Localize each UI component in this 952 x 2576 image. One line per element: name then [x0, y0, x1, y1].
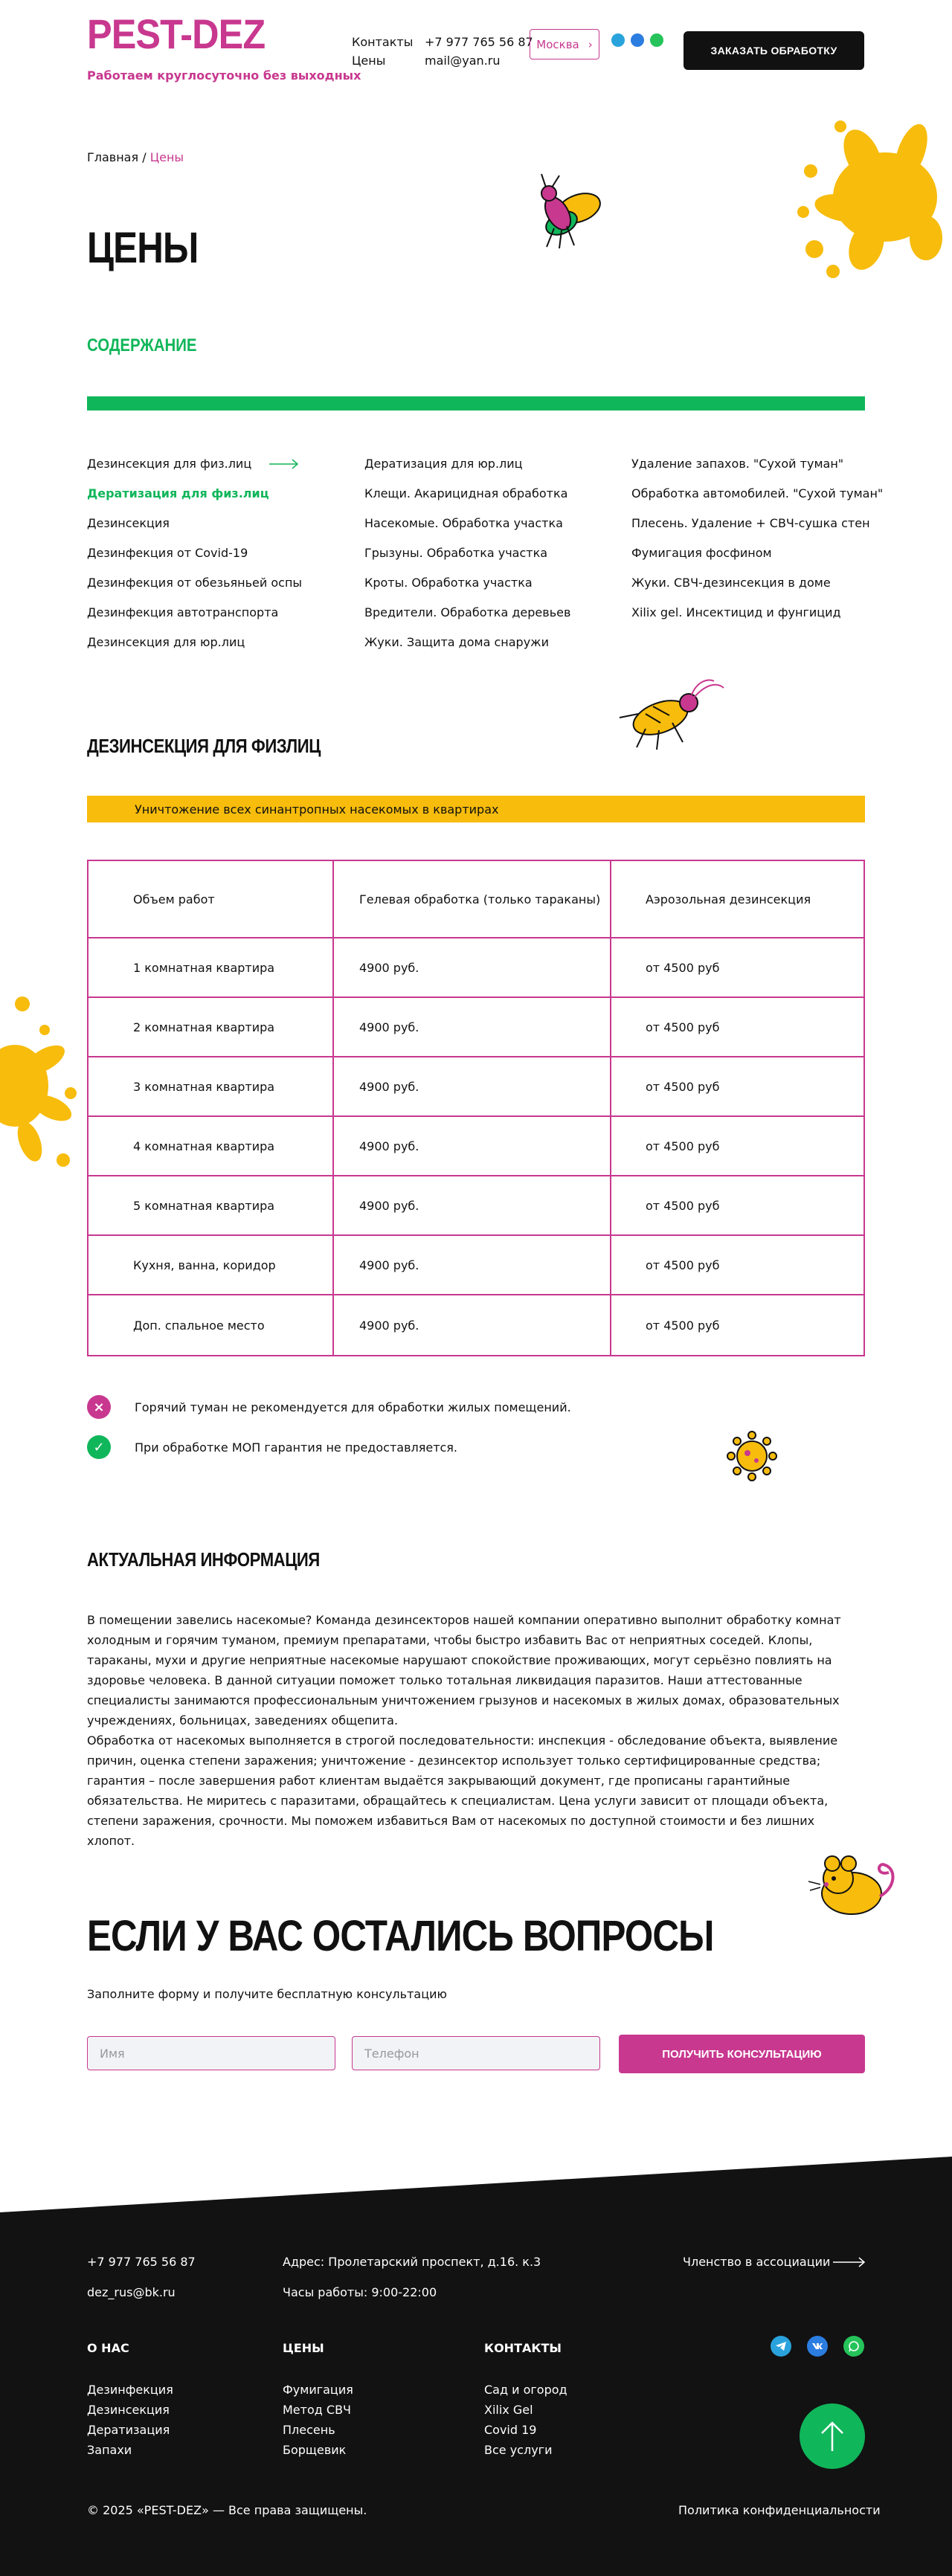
nav-link-prices[interactable]: Цены — [352, 54, 386, 68]
nav-link-contacts[interactable]: Контакты — [352, 35, 414, 49]
toc-column-1 — [87, 449, 302, 657]
arrow-right-icon — [269, 458, 299, 470]
section-banner-text: Уничтожение всех синантропных насекомых в квартирах — [135, 802, 499, 817]
table-cell: от 4500 руб — [611, 938, 864, 997]
table-row — [88, 1116, 864, 1176]
note-positive — [87, 1435, 457, 1459]
toc-item[interactable]: Дезинфекция от Covid-19 — [87, 546, 248, 560]
toc-column-3 — [631, 449, 883, 628]
table-header: Гелевая обработка (только тараканы) — [333, 860, 611, 938]
paint-splash-icon — [785, 112, 952, 283]
arrow-right-icon — [833, 2256, 866, 2268]
footer-about-title: О НАС — [87, 2341, 129, 2355]
section-title-info: АКТУАЛЬНАЯ ИНФОРМАЦИЯ — [87, 1548, 320, 1571]
toc-title: СОДЕРЖАНИЕ — [87, 335, 197, 355]
footer-address: Адрес: Пролетарский проспект, д.16. к.3 — [283, 2255, 541, 2269]
price-table — [87, 860, 865, 1356]
association-link[interactable]: Членство в ассоциации — [683, 2255, 831, 2269]
toc-item[interactable]: Жуки. Защита дома снаружи — [364, 635, 549, 649]
table-cell: 1 комнатная квартира — [88, 938, 333, 997]
vk-icon[interactable] — [631, 33, 644, 47]
table-row — [88, 938, 864, 997]
order-button[interactable]: ЗАКАЗАТЬ ОБРАБОТКУ — [684, 31, 864, 70]
table-cell: Доп. спальное место — [88, 1295, 333, 1356]
check-icon: ✓ — [87, 1435, 111, 1459]
footer-phone[interactable]: +7 977 765 56 87 — [87, 2255, 196, 2269]
footer-link[interactable]: Плесень — [283, 2423, 335, 2437]
note-text: Горячий туман не рекомендуется для обработки жилых помещений. — [135, 1400, 571, 1414]
header-email[interactable]: mail@yan.ru — [425, 54, 501, 68]
toc-item[interactable]: Плесень. Удаление + СВЧ-сушка стен — [631, 516, 870, 530]
whatsapp-icon[interactable] — [650, 33, 663, 47]
header — [0, 0, 952, 82]
rat-icon — [807, 1850, 900, 1921]
paint-splash-left-icon — [0, 989, 82, 1182]
table-header: Аэрозольная дезинсекция — [611, 860, 864, 938]
table-row — [88, 1176, 864, 1235]
header-contacts — [425, 33, 533, 70]
table-header-row — [88, 860, 864, 938]
footer-link[interactable]: Covid 19 — [484, 2423, 537, 2437]
footer-link[interactable]: Дезинфекция — [87, 2383, 173, 2397]
virus-icon — [725, 1429, 779, 1483]
toc-item[interactable]: Жуки. СВЧ-дезинсекция в доме — [631, 576, 831, 590]
table-cell: 4900 руб. — [333, 1295, 611, 1356]
privacy-link[interactable]: Политика конфиденциальности — [678, 2503, 881, 2517]
toc-item[interactable]: Дезинсекция — [87, 516, 170, 530]
toc-item[interactable]: Дезинсекция для юр.лиц — [87, 635, 245, 649]
table-row — [88, 997, 864, 1057]
vk-icon[interactable] — [807, 2336, 828, 2357]
breadcrumb-separator: / — [142, 150, 147, 164]
breadcrumb-current: Цены — [149, 150, 184, 164]
toc-item[interactable]: Вредители. Обработка деревьев — [364, 605, 571, 619]
table-cell: от 4500 руб — [611, 1176, 864, 1235]
arrow-up-icon — [817, 2420, 847, 2453]
mosquito-icon — [521, 173, 610, 254]
chevron-right-icon: › — [588, 37, 593, 51]
footer-email[interactable]: dez_rus@bk.ru — [87, 2285, 176, 2299]
table-row — [88, 1057, 864, 1116]
footer-contacts-list — [484, 2380, 567, 2460]
table-header: Объем работ — [88, 860, 333, 938]
footer-prices-title: ЦЕНЫ — [283, 2341, 324, 2355]
toc-item[interactable]: Дезинфекция автотранспорта — [87, 605, 279, 619]
footer-link[interactable]: Дезинсекция — [87, 2403, 170, 2417]
note-text: При обработке МОП гарантия не предоставляется. — [135, 1440, 458, 1455]
toc-item[interactable]: Кроты. Обработка участка — [364, 576, 533, 590]
toc-item[interactable]: Xilix gel. Инсектицид и фунгицид — [631, 605, 841, 619]
footer-link[interactable]: Фумигация — [283, 2383, 353, 2397]
toc-item[interactable]: Грызуны. Обработка участка — [364, 546, 548, 560]
telegram-icon[interactable] — [771, 2336, 791, 2357]
info-paragraph-1: В помещении завелись насекомые? Команда дезинсекторов нашей компании оперативно выполнит обработку комнат холодным и горячим туманом, премиум препаратами, чтобы быстро избавить Вас от неприятных соседей. Клопы, тараканы, мухи и другие неприятные насекомые нарушают спокойствие проживающих, могут серьёзно повлиять на здоровье человека. В данной ситуации поможет только тотальная ликвидация паразитов. Наши аттестованные специалисты занимаются профессиональным уничтожением грызунов и насекомых в жилых домах, образовательных учреждениях, больницах, заведениях общепита. — [87, 1613, 841, 1727]
toc-column-2 — [364, 449, 570, 657]
footer-prices-list — [283, 2380, 353, 2460]
table-cell: 3 комнатная квартира — [88, 1057, 333, 1116]
consult-button[interactable]: ПОЛУЧИТЬ КОНСУЛЬТАЦИЮ — [619, 2035, 865, 2073]
toc-item[interactable]: Насекомые. Обработка участка — [364, 516, 563, 530]
table-cell: от 4500 руб — [611, 1235, 864, 1295]
table-cell: 5 комнатная квартира — [88, 1176, 333, 1235]
table-cell: 4 комнатная квартира — [88, 1116, 333, 1176]
toc-item[interactable]: Клещи. Акарицидная обработка — [364, 486, 568, 500]
breadcrumb — [87, 150, 184, 164]
breadcrumb-home[interactable]: Главная — [87, 150, 139, 164]
toc-item[interactable]: Дезинсекция для физ.лиц — [87, 457, 252, 471]
section-title-disinsection: ДЕЗИНСЕКЦИЯ ДЛЯ ФИЗЛИЦ — [87, 735, 321, 757]
city-label: Москва — [536, 37, 579, 51]
phone-input[interactable]: Телефон — [352, 2036, 600, 2070]
page-title: ЦЕНЫ — [87, 224, 199, 272]
table-row — [88, 1235, 864, 1295]
toc-item[interactable]: Обработка автомобилей. "Сухой туман" — [631, 486, 884, 500]
table-cell: Кухня, ванна, коридор — [88, 1235, 333, 1295]
table-cell: от 4500 руб — [611, 997, 864, 1057]
header-phone[interactable]: +7 977 765 56 87 — [425, 35, 533, 49]
table-cell: 4900 руб. — [333, 997, 611, 1057]
table-cell: 4900 руб. — [333, 1176, 611, 1235]
copyright: © 2025 «PEST-DEZ» — Все права защищены. — [87, 2503, 367, 2517]
footer-link[interactable]: Сад и огород — [484, 2383, 567, 2397]
table-cell: 4900 руб. — [333, 1235, 611, 1295]
footer-about-list — [87, 2380, 173, 2460]
cockroach-icon — [616, 677, 727, 751]
toc-item[interactable]: Дезинфекция от обезьяньей оспы — [87, 576, 303, 590]
cross-icon: × — [87, 1395, 111, 1419]
info-paragraph-2: Обработка от насекомых выполняется в строгой последовательности: инспекция - обследование объекта, выявление причин, оценка степени заражения; уничтожение - дезинсектор использует только сертифицированные средства; гарантия – после завершения работ клиентам выдаётся закрывающий документ, где прописаны гарантийные обязательства. Не миритесь с паразитами, обращайтесь к специалистам. Цена услуги зависит от площади объекта, степени заражения, срочности. Мы поможем избавиться Вам от насекомых по доступной стоимости и без лишних хлопот. — [87, 1733, 838, 1848]
questions-subtitle: Заполните форму и получите бесплатную консультацию — [87, 1987, 447, 2001]
telegram-icon[interactable] — [611, 33, 625, 47]
footer-link[interactable]: Борщевик — [283, 2443, 347, 2457]
table-cell: 2 комнатная квартира — [88, 997, 333, 1057]
name-input[interactable]: Имя — [87, 2036, 335, 2070]
questions-title: ЕСЛИ У ВАС ОСТАЛИСЬ ВОПРОСЫ — [87, 1912, 714, 1960]
city-selector[interactable] — [530, 29, 599, 59]
header-nav — [352, 33, 413, 70]
footer-hours: Часы работы: 9:00-22:00 — [283, 2285, 437, 2299]
toc-item[interactable]: Фумигация фосфином — [631, 546, 772, 560]
note-negative — [87, 1395, 571, 1419]
table-row — [88, 1295, 864, 1356]
whatsapp-icon[interactable] — [843, 2336, 864, 2357]
footer-link[interactable]: Дератизация — [87, 2423, 170, 2437]
tagline: Работаем круглосуточно без выходных — [87, 68, 361, 83]
footer-link[interactable]: Метод СВЧ — [283, 2403, 352, 2417]
toc-item[interactable]: Дератизация для юр.лиц — [364, 457, 523, 471]
footer-link[interactable]: Xilix Gel — [484, 2403, 533, 2417]
table-cell: 4900 руб. — [333, 1057, 611, 1116]
footer-link[interactable]: Все услуги — [484, 2443, 553, 2457]
table-cell: 4900 руб. — [333, 1116, 611, 1176]
table-cell: от 4500 руб — [646, 1318, 720, 1333]
footer-link[interactable]: Запахи — [87, 2443, 132, 2457]
section-banner — [87, 796, 865, 822]
footer-contacts-title: КОНТАКТЫ — [484, 2341, 562, 2355]
table-cell: 4900 руб. — [333, 938, 611, 997]
scroll-to-top-button[interactable] — [800, 2403, 865, 2469]
toc-divider — [87, 396, 865, 410]
table-cell: от 4500 руб — [611, 1057, 864, 1116]
toc-item-active[interactable]: Дератизация для физ.лиц — [87, 486, 269, 500]
logo[interactable]: PEST-DEZ — [87, 10, 266, 57]
toc-item[interactable]: Удаление запахов. "Сухой туман" — [631, 457, 844, 471]
table-cell: от 4500 руб — [611, 1116, 864, 1176]
